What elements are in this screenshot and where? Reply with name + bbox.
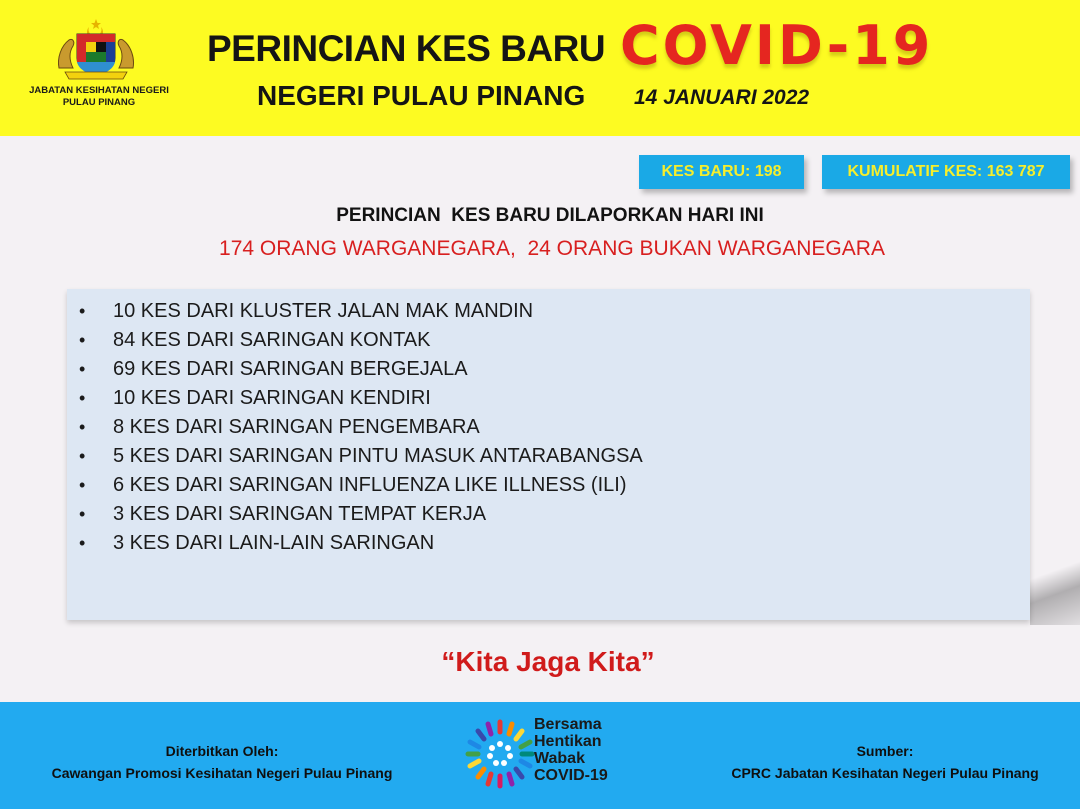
department-name: [6, 85, 192, 109]
bullet-icon: •: [79, 359, 86, 379]
department-line-2: PULAU PINANG: [62, 97, 136, 108]
coat-of-arms-icon: [55, 18, 137, 80]
bullet-icon: •: [79, 475, 86, 495]
list-item-text: 84 KES DARI SARINGAN KONTAK: [113, 329, 431, 351]
source-label: Sumber:: [856, 743, 914, 759]
campaign-line-1: Bersama: [534, 716, 602, 733]
case-details-panel: [67, 289, 1030, 620]
bullet-icon: •: [79, 388, 86, 408]
list-item-text: 3 KES DARI SARINGAN TEMPAT KERJA: [113, 503, 487, 525]
list-item-text: 10 KES DARI SARINGAN KENDIRI: [113, 387, 431, 409]
department-line-1: JABATAN KESIHATAN NEGERI: [29, 85, 169, 96]
publisher-name: Cawangan Promosi Kesihatan Negeri Pulau Pinang: [51, 765, 393, 781]
cumulative-cases-badge: KUMULATIF KES: 163 787: [822, 155, 1070, 189]
bullet-icon: •: [79, 446, 86, 466]
list-item-text: 8 KES DARI SARINGAN PENGEMBARA: [113, 416, 480, 438]
state-title: NEGERI PULAU PINANG: [257, 80, 586, 111]
source-name: CPRC Jabatan Kesihatan Negeri Pulau Pinang: [731, 765, 1039, 781]
campaign-logo-icon: [460, 714, 540, 794]
slogan: “Kita Jaga Kita”: [441, 646, 655, 677]
citizenship-breakdown: 174 ORANG WARGANEGARA, 24 ORANG BUKAN WARGANEGARA: [219, 237, 885, 260]
campaign-line-3: Wabak: [534, 750, 585, 767]
source-info: [705, 740, 1065, 784]
footer-banner: [0, 702, 1080, 809]
campaign-line-2: Hentikan: [534, 733, 602, 750]
campaign-text: [534, 717, 608, 785]
header-banner: [0, 0, 1080, 136]
new-cases-badge: KES BARU: 198: [639, 155, 804, 189]
details-heading: PERINCIAN KES BARU DILAPORKAN HARI INI: [336, 205, 764, 226]
list-item-text: 5 KES DARI SARINGAN PINTU MASUK ANTARABANGSA: [113, 445, 643, 467]
report-date: 14 JANUARI 2022: [634, 86, 810, 109]
publisher-info: [22, 740, 422, 784]
decorative-shadow: [1030, 545, 1080, 625]
covid-title: COVID-19: [620, 14, 934, 77]
list-item-text: 3 KES DARI LAIN-LAIN SARINGAN: [113, 532, 435, 554]
bullet-icon: •: [79, 330, 86, 350]
list-item-text: 6 KES DARI SARINGAN INFLUENZA LIKE ILLNESS (ILI): [113, 474, 627, 496]
publisher-label: Diterbitkan Oleh:: [165, 743, 279, 759]
list-item-text: 10 KES DARI KLUSTER JALAN MAK MANDIN: [113, 300, 534, 322]
campaign-line-4: COVID-19: [534, 767, 608, 784]
list-item-text: 69 KES DARI SARINGAN BERGEJALA: [113, 358, 468, 380]
bullet-icon: •: [79, 417, 86, 437]
bullet-icon: •: [79, 533, 86, 553]
bullet-icon: •: [79, 504, 86, 524]
bullet-icon: •: [79, 301, 86, 321]
page-title: PERINCIAN KES BARU: [207, 28, 606, 69]
